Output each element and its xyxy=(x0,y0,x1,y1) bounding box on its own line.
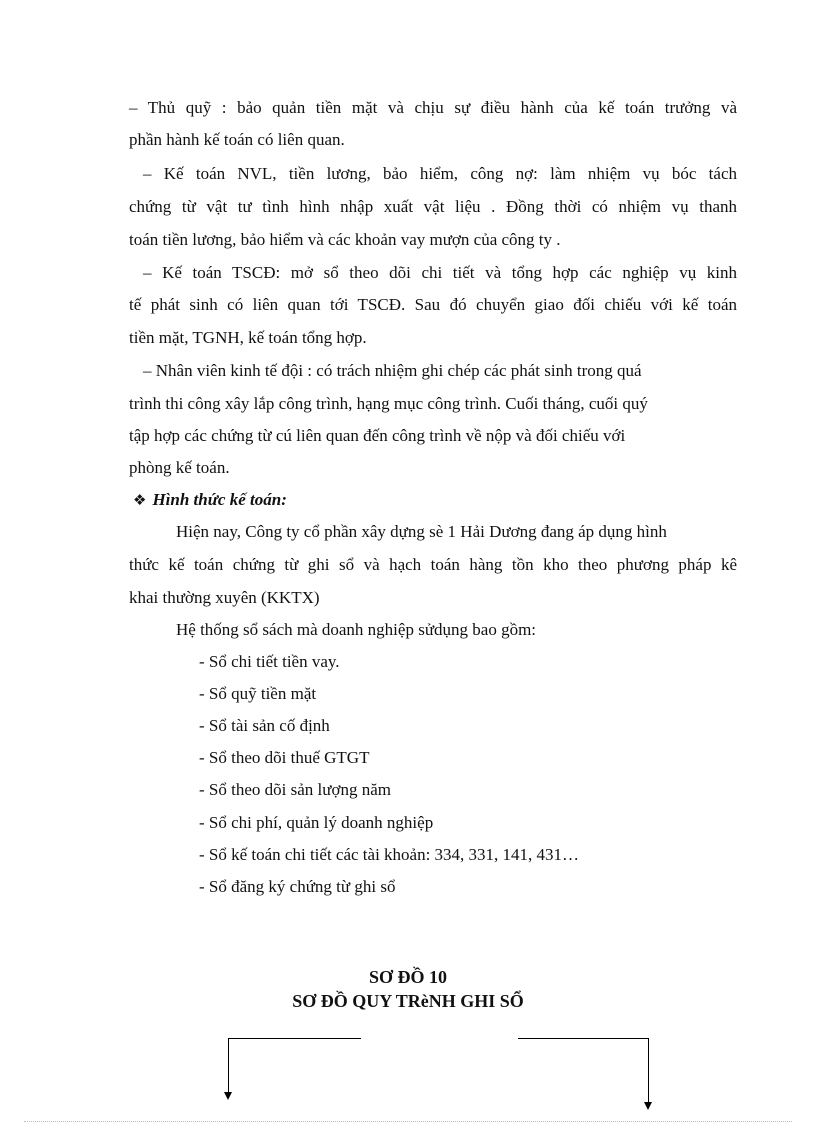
text-line: – Nhân viên kinh tế đội : có trách nhiệm ghi chép các phát sinh trong quá xyxy=(143,361,642,380)
list-item: - Sổ chi tiết tiền vay. xyxy=(199,652,340,671)
text-line: tế phát sinh có liên quan tới TSCĐ. Sau đó chuyển giao đối chiếu với kế toán xyxy=(129,295,737,314)
list-item: - Sổ quỹ tiền mặt xyxy=(199,684,317,703)
ledger-intro: Hệ thống sổ sách mà doanh nghiệp sửdụng bao gồm: xyxy=(176,620,537,639)
text-line: khai thường xuyên (KKTX) xyxy=(129,588,320,607)
section-heading-text: Hình thức kế toán: xyxy=(152,490,287,509)
diagram-number: SƠ ĐỒ 10 xyxy=(368,967,447,987)
text-line: tập hợp các chứng từ cú liên quan đến công trình về nộp và đối chiếu với xyxy=(129,426,626,445)
list-item: - Sổ tài sản cố định xyxy=(199,716,330,735)
arrow-down-icon xyxy=(644,1102,652,1110)
text-line: trình thi công xây lắp công trình, hạng mục công trình. Cuối tháng, cuối quý xyxy=(129,394,648,413)
diamond-bullet-icon: ❖ xyxy=(133,491,147,509)
text-line: phòng kế toán. xyxy=(129,458,230,477)
list-item: - Sổ đăng ký chứng từ ghi sổ xyxy=(199,877,396,896)
page-bottom-rule xyxy=(24,1121,792,1122)
list-item: - Sổ chi phí, quản lý doanh nghiệp xyxy=(199,813,434,832)
text-line: chứng từ vật tư tình hình nhập xuất vật liệu . Đồng thời có nhiệm vụ thanh xyxy=(129,197,737,216)
diagram-title: SƠ ĐỒ QUY TRèNH GHI SỔ xyxy=(292,991,524,1011)
text-line: phần hành kế toán có liên quan. xyxy=(129,130,345,149)
list-item: - Sổ kế toán chi tiết các tài khoản: 334, 331, 141, 431… xyxy=(199,845,580,864)
connector-line xyxy=(228,1038,361,1039)
text-line: – Kế toán NVL, tiền lương, bảo hiểm, công nợ: làm nhiệm vụ bóc tách xyxy=(143,164,737,183)
list-item: - Sổ theo dõi thuế GTGT xyxy=(199,748,370,767)
connector-line xyxy=(648,1038,649,1103)
list-item: - Sổ theo dõi sản lượng năm xyxy=(199,780,391,799)
text-line: thức kế toán chứng từ ghi sổ và hạch toán hàng tồn kho theo phương pháp kê xyxy=(129,555,737,574)
text-line: – Thủ quỹ : bảo quản tiền mặt và chịu sự điều hành của kế toán trưởng và xyxy=(129,98,737,117)
connector-line xyxy=(518,1038,649,1039)
connector-line xyxy=(228,1038,229,1093)
arrow-down-icon xyxy=(224,1092,232,1100)
text-line: – Kế toán TSCĐ: mở sổ theo dõi chi tiết và tổng hợp các nghiệp vụ kinh xyxy=(143,263,737,282)
text-line: Hiện nay, Công ty cổ phần xây dựng sè 1 Hải Dương đang áp dụng hình xyxy=(176,522,667,541)
text-line: toán tiền lương, bảo hiểm và các khoản vay mượn của công ty . xyxy=(129,230,561,249)
section-heading xyxy=(133,490,287,510)
text-line: tiền mặt, TGNH, kế toán tổng hợp. xyxy=(129,328,367,347)
